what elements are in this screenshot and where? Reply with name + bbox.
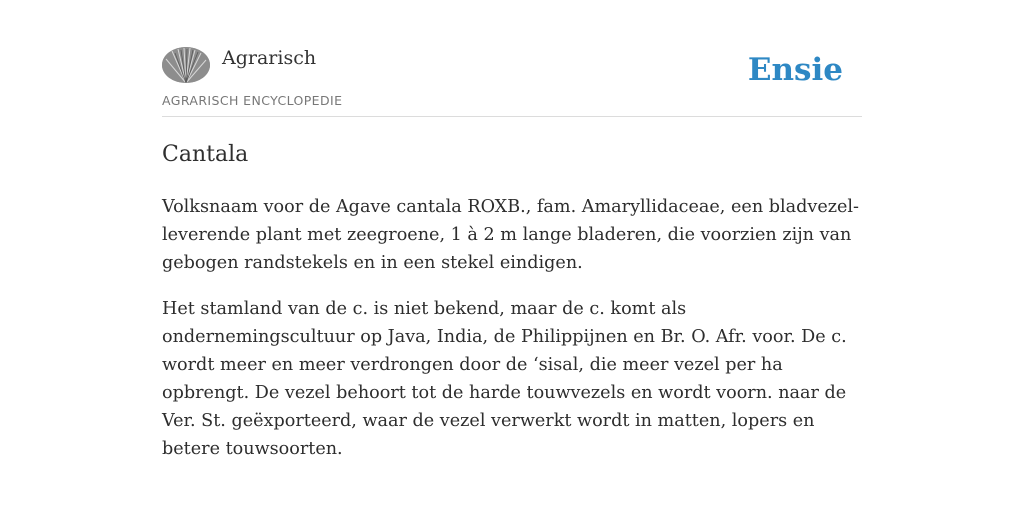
wheat-grass-icon[interactable] [162, 47, 210, 83]
source-name-link[interactable]: Agrarisch [222, 47, 317, 69]
article-body [162, 193, 867, 481]
article-paragraph: Volksnaam voor de Agave cantala ROXB., fam. Amaryllidaceae, een bladvezel-leverende plant met zeegroene, 1 à 2 m lange bladeren, die voorzien zijn van gebogen randstekels en in een stekel eindigen. [162, 197, 859, 273]
page-container [162, 0, 862, 459]
article-paragraph: Het stamland van de c. is niet bekend, maar de c. komt als ondernemingscultuur op Java, India, de Philippijnen en Br. O. Afr. voor. De c. wordt meer en meer verdrongen door de ‘sisal, die meer vezel per ha opbrengt. De vezel behoort tot de harde touwvezels en wordt voorn. naar de Ver. St. geëxporteerd, waar de vezel verwerkt wordt in matten, lopers en betere touwsoorten. [162, 299, 847, 459]
source-subtitle: AGRARISCH ENCYCLOPEDIE [162, 93, 343, 108]
source-header [162, 0, 862, 117]
ensie-logo[interactable]: Ensie [747, 52, 843, 88]
article-title: Cantala [162, 142, 249, 167]
